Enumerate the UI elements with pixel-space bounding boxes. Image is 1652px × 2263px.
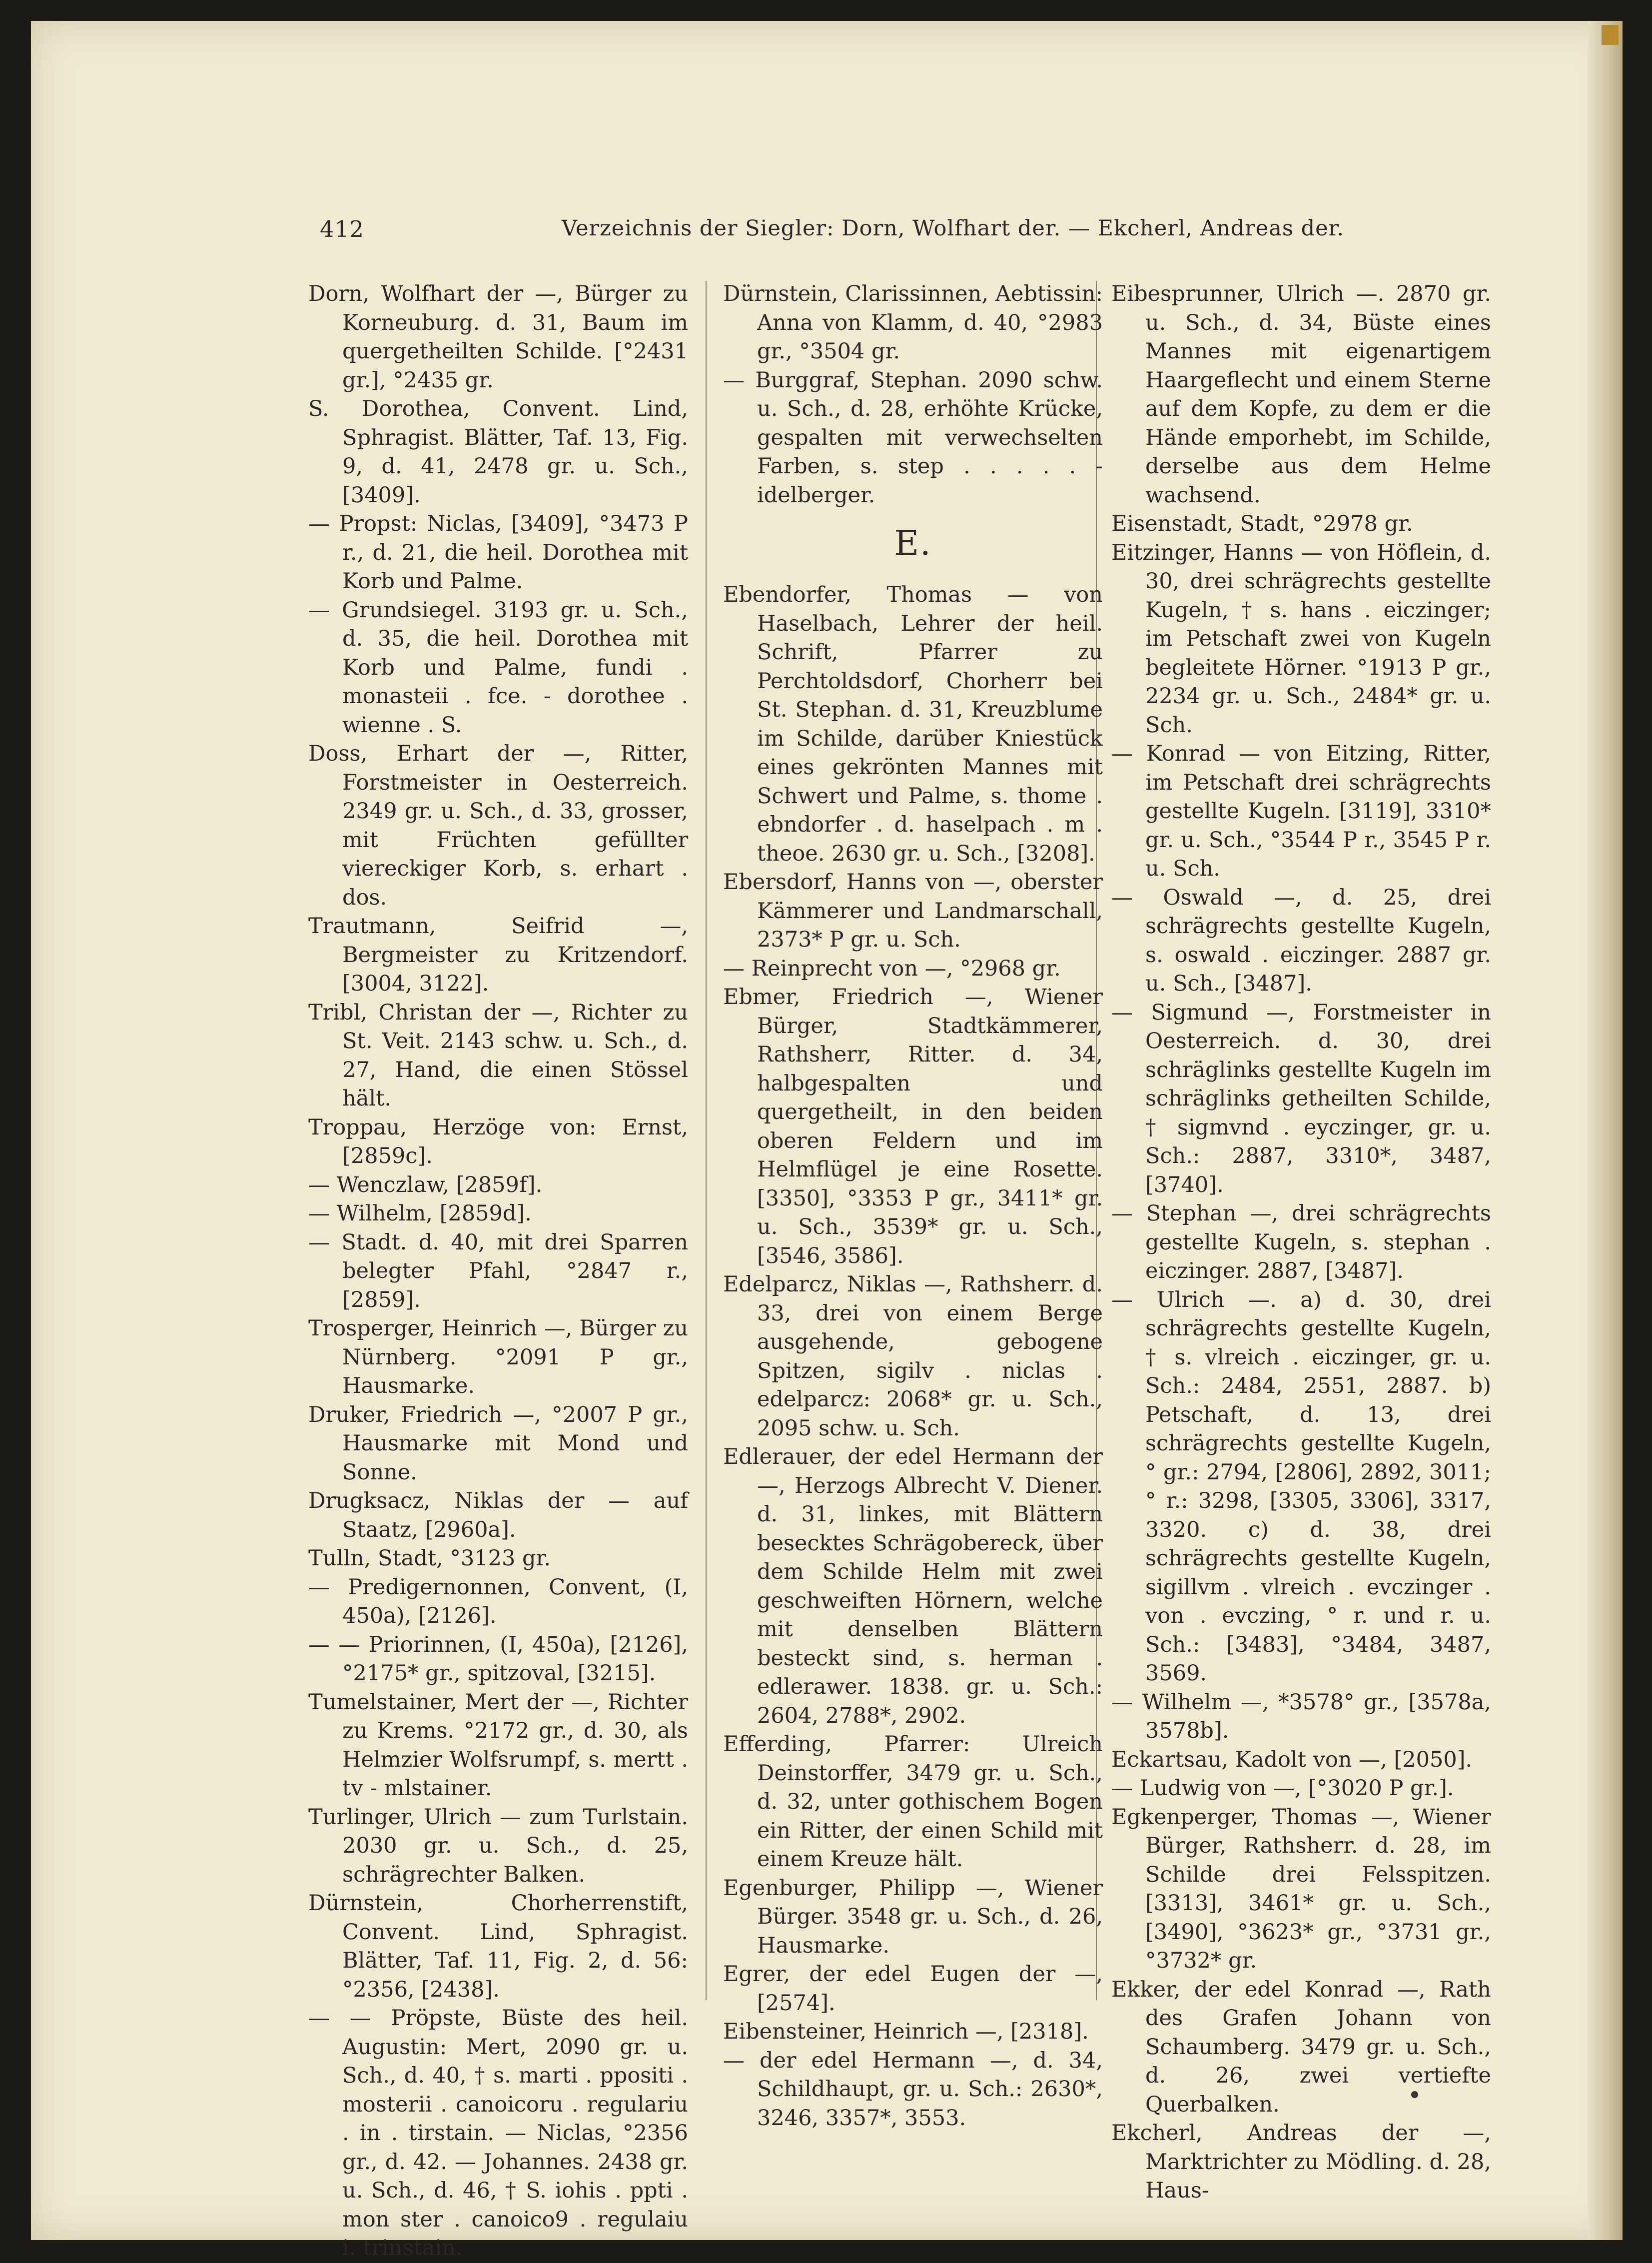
index-entry: Ebendorfer, Thomas — von Haselbach, Lehrer der heil. Schrift, Pfarrer zu Perchtoldsdorf, Chorherr bei St. Stephan. d. 31, Kreuzblume im Schilde, darüber Kniestück eines gekrönten Mannes mit Schwert und Palme, s. thome . ebndorfer . d. haselpach . m . theoe. 2630 gr. u. Sch., [3208]. — [723, 582, 1103, 866]
index-entry: — Propst: Niclas, [3409], °3473 P r., d. 21, die heil. Dorothea mit Korb und Palme. — [308, 511, 688, 594]
page-number: 412 — [320, 216, 364, 242]
index-entry: Ebersdorf, Hanns von —, oberster Kämmerer und Landmarschall, 2373* P gr. u. Sch. — [723, 870, 1103, 952]
index-entry: — Predigernonnen, Convent, (I, 450a), [2126]. — [308, 1574, 688, 1628]
column-2 — [723, 280, 1103, 2133]
index-entry: Dorn, Wolfhart der —, Bürger zu Korneuburg. d. 31, Baum im quergetheilten Schilde. [°2431 gr.], °2435 gr. — [308, 281, 688, 393]
corner-tab-marker — [1602, 25, 1619, 45]
index-entry: Eibesprunner, Ulrich —. 2870 gr. u. Sch., d. 34, Büste eines Mannes mit eigenartigem Haargeflecht und einem Sterne auf dem Kopfe, zu dem er die Hände emporhebt, im Schilde, derselbe aus dem Helme wachsend. — [1111, 281, 1491, 508]
index-entry: — Burggraf, Stephan. 2090 schw. u. Sch., d. 28, erhöhte Krücke, gespalten mit verwechselten Farben, s. step . . . . . - idelberger. — [723, 367, 1103, 508]
index-entry: Edelparcz, Niklas —, Rathsherr. d. 33, drei von einem Berge ausgehende, gebogene Spitzen, sigilv . niclas . edelparcz: 2068* gr. u. Sch., 2095 schw. u. Sch. — [723, 1272, 1103, 1441]
index-entry: Dürnstein, Chorherrenstift, Convent. Lind, Sphragist. Blätter, Taf. 11, Fig. 2, d. 56: °2356, [2438]. — [308, 1891, 688, 2002]
index-entry: — Ludwig von —, [°3020 P gr.]. — [1111, 1776, 1454, 1801]
page-fold-shadow — [1588, 21, 1623, 2240]
index-entry: Doss, Erhart der —, Ritter, Forstmeister in Oesterreich. 2349 gr. u. Sch., d. 33, grosser, mit Früchten gefüllter viereckiger Korb, s. erhart . dos. — [308, 741, 688, 910]
section-letter-heading: E. — [894, 524, 932, 563]
index-entry: S. Dorothea, Convent. Lind, Sphragist. Blätter, Taf. 13, Fig. 9, d. 41, 2478 gr. u. Sch., [3409]. — [308, 396, 688, 508]
index-entry: — Grundsiegel. 3193 gr. u. Sch., d. 35, die heil. Dorothea mit Korb und Palme, fundi . monasteii . fce. - dorothee . wienne . S. — [308, 597, 688, 738]
index-entry: Egenburger, Philipp —, Wiener Bürger. 3548 gr. u. Sch., d. 26, Hausmarke. — [723, 1875, 1103, 1958]
running-head — [31, 210, 1623, 250]
index-entry: Trautmann, Seifrid —, Bergmeister zu Kritzendorf. [3004, 3122]. — [308, 914, 688, 996]
column-3 — [1111, 280, 1491, 2206]
index-entry: — Wenczlaw, [2859f]. — [308, 1172, 543, 1197]
index-entry: Eckartsau, Kadolt von —, [2050]. — [1111, 1747, 1473, 1772]
index-entry: Trosperger, Heinrich —, Bürger zu Nürnberg. °2091 P gr., Hausmarke. — [308, 1316, 688, 1398]
index-entry: — der edel Hermann —, d. 34, Schildhaupt, gr. u. Sch.: 2630*, 3246, 3357*, 3553. — [723, 2048, 1103, 2131]
index-entry: — Reinprecht von —, °2968 gr. — [723, 956, 1061, 981]
index-entry: Egkenperger, Thomas —, Wiener Bürger, Rathsherr. d. 28, im Schilde drei Felsspitzen. [3313], 3461* gr. u. Sch., [3490], °3623* gr., °3731 gr., °3732* gr. — [1111, 1804, 1491, 1973]
page-heading: Verzeichnis der Siegler: Dorn, Wolfhart der. — Ekcherl, Andreas der. — [562, 216, 1345, 241]
index-entry: Druker, Friedrich —, °2007 P gr., Hausmarke mit Mond und Sonne. — [308, 1402, 688, 1485]
index-entry: Ebmer, Friedrich —, Wiener Bürger, Stadtkämmerer, Rathsherr, Ritter. d. 34, halbgespalten und quergetheilt, in den beiden oberen Feldern und im Helmflügel je eine Rosette. [3350], °3353 P gr., 3411* gr. u. Sch., 3539* gr. u. Sch., [3546, 3586]. — [723, 985, 1103, 1268]
index-entry: Eibensteiner, Heinrich —, [2318]. — [723, 2019, 1089, 2044]
index-entry: — Wilhelm, [2859d]. — [308, 1201, 532, 1226]
index-entry: Edlerauer, der edel Hermann der —, Herzogs Albrecht V. Diener. d. 31, linkes, mit Blättern besecktes Schrägobereck, über dem Schilde Helm mit zwei geschweiften Hörnern, welche mit denselben Blättern besteckt sind, s. herman . edlerawer. 1838. gr. u. Sch.: 2604, 2788*, 2902. — [723, 1444, 1103, 1728]
index-entry: Troppau, Herzöge von: Ernst, [2859c]. — [308, 1115, 688, 1168]
index-entry: — Oswald —, d. 25, drei schrägrechts gestellte Kugeln, s. oswald . eiczinger. 2887 gr. u. Sch., [3487]. — [1111, 885, 1491, 996]
book-page — [31, 21, 1623, 2261]
index-entry: Tulln, Stadt, °3123 gr. — [308, 1546, 551, 1571]
index-entry: Egrer, der edel Eugen der —, [2574]. — [723, 1962, 1103, 2016]
column-rule-1 — [706, 281, 707, 2000]
column-1 — [308, 280, 688, 2263]
index-entry: — Ulrich —. a) d. 30, drei schrägrechts gestellte Kugeln, † s. vlreich . eiczinger, gr. u. Sch.: 2484, 2551, 2887. b) Petschaft, d. 13, drei schrägrechts gestellte Kugeln, ° gr.: 2794, [2806], 2892, 3011; ° r.: 3298, [3305, 3306], 3317, 3320. c) d. 38, drei schrägrechts gestellte Kugeln, sigillvm . vlreich . evczinger . von . evczing, ° r. und r. u. Sch.: [3483], °3484, 3487, 3569. — [1111, 1287, 1491, 1686]
index-entry: Eisenstadt, Stadt, °2978 gr. — [1111, 511, 1413, 536]
index-entry: — Stadt. d. 40, mit drei Sparren belegter Pfahl, °2847 r., [2859]. — [308, 1229, 688, 1312]
index-entry: — Wilhelm —, *3578° gr., [3578a, 3578b]. — [1111, 1689, 1491, 1743]
index-entry: — — Pröpste, Büste des heil. Augustin: Mert, 2090 gr. u. Sch., d. 40, † s. marti . ppositi . mosterii . canoicoru . regulariu . in . tirstain. — Niclas, °2356 gr., d. 42. — Johannes. 2438 gr. u. Sch., d. 46, † S. iohis . ppti . mon ster . canoico9 . regulaiu i. trinstain. — [308, 2006, 688, 2261]
index-entry: — — Priorinnen, (I, 450a), [2126], °2175* gr., spitzoval, [3215]. — [308, 1632, 688, 1686]
index-entry: Drugksacz, Niklas der — auf Staatz, [2960a]. — [308, 1488, 688, 1542]
index-entry: Eitzinger, Hanns — von Höflein, d. 30, drei schrägrechts gestellte Kugeln, † s. hans . eiczinger; im Petschaft zwei von Kugeln begleitete Hörner. °1913 P gr., 2234 gr. u. Sch., 2484* gr. u. Sch. — [1111, 540, 1491, 738]
index-entry: Ekker, der edel Konrad —, Rath des Grafen Johann von Schaumberg. 3479 gr. u. Sch., d. 26, zwei vertiefte Querbalken. — [1111, 1977, 1491, 2117]
index-entry: — Stephan —, drei schrägrechts gestellte Kugeln, s. stephan . eiczinger. 2887, [3487]. — [1111, 1201, 1491, 1283]
index-entry: Tribl, Christan der —, Richter zu St. Veit. 2143 schw. u. Sch., d. 27, Hand, die einen Stössel hält. — [308, 1000, 688, 1111]
index-entry: Tumelstainer, Mert der —, Richter zu Krems. °2172 gr., d. 30, als Helmzier Wolfsrumpf, s. mertt . tv - mlstainer. — [308, 1689, 688, 1801]
index-entry: Dürnstein, Clarissinnen, Aebtissin: Anna von Klamm, d. 40, °2983 gr., °3504 gr. — [723, 281, 1103, 364]
index-entry: Ekcherl, Andreas der —, Marktrichter zu Mödling. d. 28, Haus- — [1111, 2121, 1491, 2203]
index-entry: Turlinger, Ulrich — zum Turlstain. 2030 gr. u. Sch., d. 25, schrägrechter Balken. — [308, 1804, 688, 1887]
index-entry: Efferding, Pfarrer: Ulreich Deinstorffer, 3479 gr. u. Sch., d. 32, unter gothischem Bogen ein Ritter, der einen Schild mit einem Kreuze hält. — [723, 1732, 1103, 1872]
index-entry: — Konrad — von Eitzing, Ritter, im Petschaft drei schrägrechts gestellte Kugeln. [3119], 3310* gr. u. Sch., °3544 P r., 3545 P r. u. Sch. — [1111, 741, 1491, 881]
index-entry: — Sigmund —, Forstmeister in Oesterreich. d. 30, drei schräglinks gestellte Kugeln im schräglinks getheilten Schilde, † sigmvnd . eyczinger, gr. u. Sch.: 2887, 3310*, 3487, [3740]. — [1111, 1000, 1491, 1197]
